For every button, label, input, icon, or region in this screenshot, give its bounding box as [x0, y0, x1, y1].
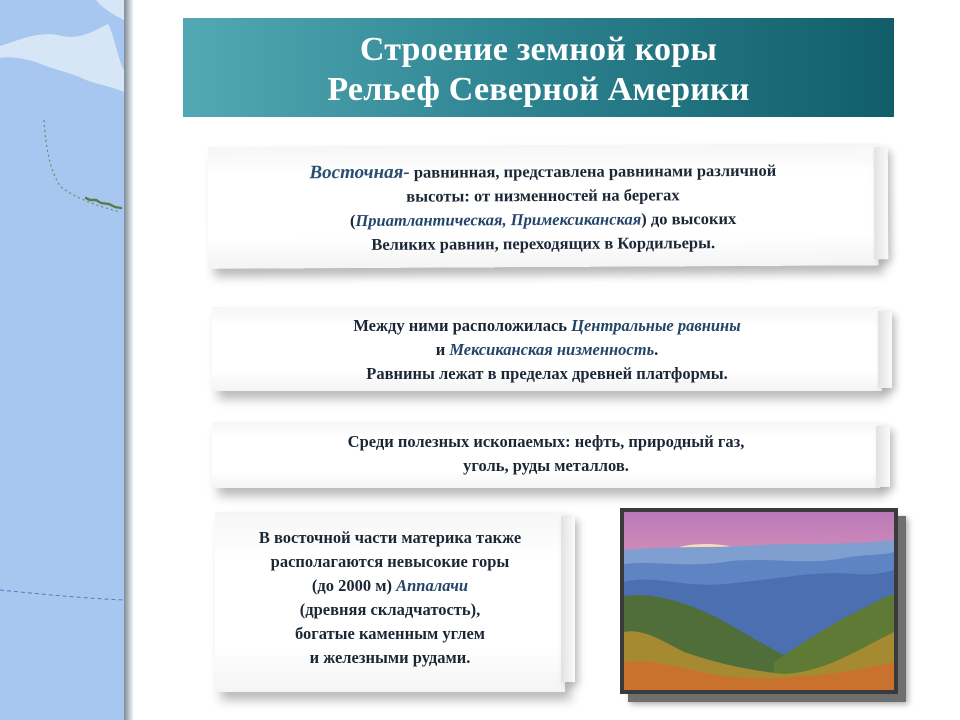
term-central-plains: Центральные равнины — [571, 316, 741, 335]
card-text: богатые каменным углем — [294, 624, 486, 643]
mountain-landscape-photo — [620, 508, 898, 694]
card-text: (до 2000 м) — [311, 576, 397, 595]
note-card-east — [208, 143, 879, 269]
map-coastline — [44, 120, 120, 212]
note-card-appalachians — [215, 512, 565, 692]
card-text: высоты: от низменностей на берегах — [406, 185, 680, 206]
map-route-line — [0, 590, 124, 600]
note-card-central — [212, 307, 882, 391]
map-background-strip — [0, 0, 124, 720]
card-text: равнинная, представлена равнинами различной — [409, 160, 777, 182]
map-land-shape — [0, 24, 124, 92]
map-land-shape — [96, 0, 124, 20]
card-text: Великих равнин, переходящих в Кордильеры. — [371, 233, 716, 254]
card-text: В восточной части материка также — [258, 528, 522, 547]
strip-shadow-edge — [124, 0, 134, 720]
card-text: ( — [349, 210, 356, 231]
card-text: ) до высоких — [641, 208, 737, 229]
page-title: Строение земной коры — [359, 31, 718, 68]
card-text: (древняя складчатость), — [299, 600, 481, 619]
card-text: и — [435, 340, 450, 359]
term-appalachians: Аппалачи — [396, 576, 469, 595]
card-text: и железными рудами. — [309, 648, 471, 667]
card-text: уголь, руды металлов. — [463, 456, 629, 475]
card-text: . — [654, 340, 659, 359]
card-text: Равнины лежат в пределах древней платформы. — [366, 364, 728, 383]
term-mexican-lowland: Мексиканская низменность — [449, 340, 655, 359]
note-card-minerals — [212, 422, 880, 488]
card-text: Среди полезных ископаемых: нефть, природный газ, — [347, 432, 745, 451]
card-text: Между ними расположилась — [353, 316, 572, 335]
page-subtitle: Рельеф Северной Америки — [327, 71, 750, 108]
title-banner — [183, 18, 894, 117]
card-text: располагаются невысокие горы — [270, 552, 510, 571]
map-island-chain — [86, 198, 121, 208]
term-east: Восточная- — [309, 161, 410, 184]
term-lowlands: Приатлантическая, Примексиканская — [355, 209, 642, 230]
